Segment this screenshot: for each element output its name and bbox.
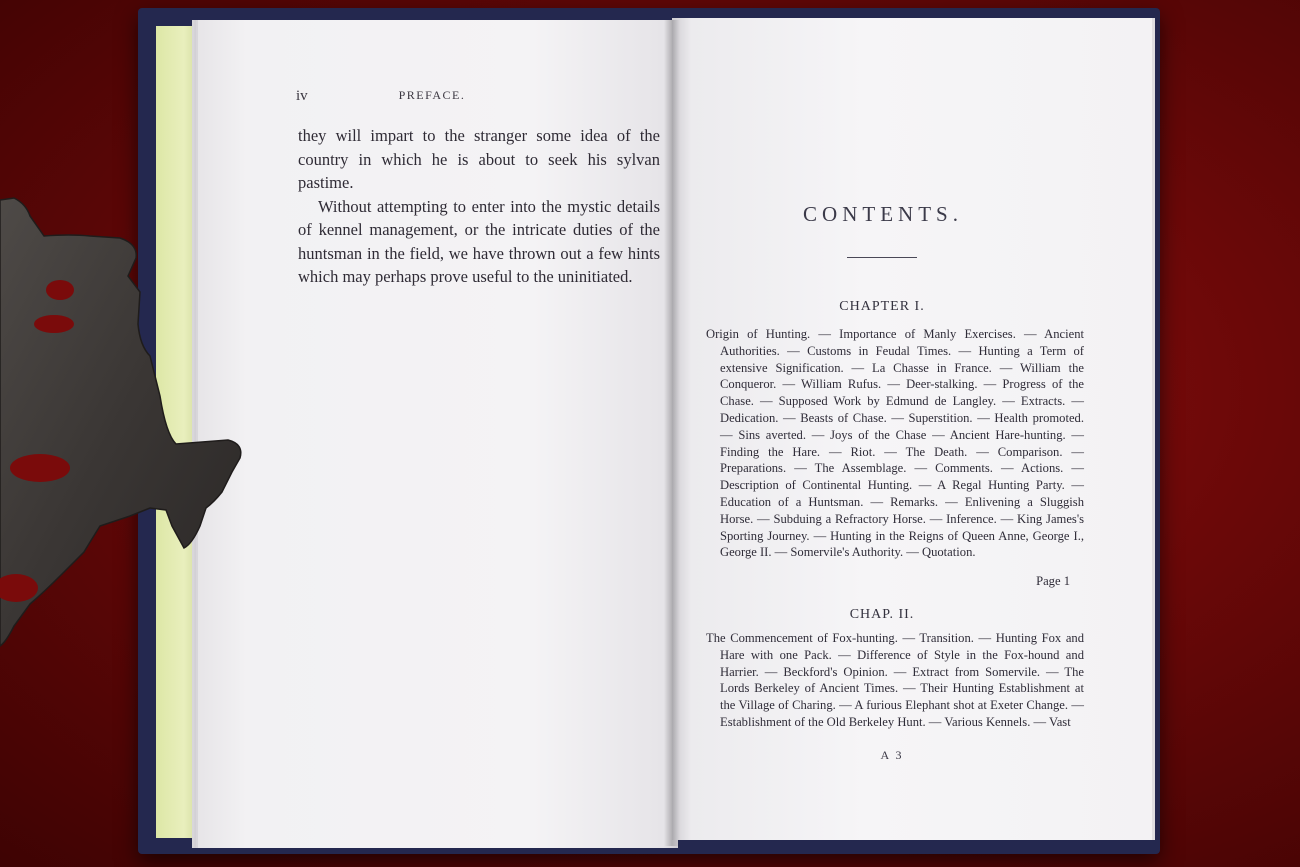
preface-text bbox=[298, 124, 660, 289]
chapter-synopsis: Origin of Hunting. — Importance of Manly Exercises. — Ancient Authorities. — Customs in Feudal Times. — Hunting a Term of extensive Signification. — La Chasse in France. — William the Conqueror. — William Rufus. — Deer-stalking. — Progress of the Chase. — Supposed Work by Edmund de Langley. — Extracts. — Dedication. — Beasts of Chase. — Superstition. — Health promoted. — Sins averted. — Joys of the Chase — Ancient Hare-hunting. — Finding the Hare. — Riot. — The Death. — Comparison. — Preparations. — The Assemblage. — Comments. — Actions. — Description of Continental Hunting. — A Regal Hunting Party. — Education of a Huntsman. — Remarks. — Enlivening a Sluggish Horse. — Subduing a Refractory Horse. — Inference. — King James's Sporting Journey. — Hunting in the Reigns of Queen Anne, George I., George II. — Somervile's Authority. — Quotation. bbox=[706, 327, 1084, 560]
page-number: iv bbox=[296, 88, 308, 104]
contents-heading: CONTENTS. bbox=[803, 202, 963, 226]
preface-paragraph: they will impart to the stranger some idea of the country in which he is about to seek his sylvan pastime. bbox=[298, 126, 660, 192]
preface-paragraph: Without attempting to enter into the mystic details of kennel management, or the intricate duties of the huntsman in the field, we have thrown out a few hints which may perhaps prove useful to the uninitiated. bbox=[298, 196, 660, 286]
chapter-title: CHAPTER I. bbox=[839, 299, 925, 314]
page-reference: Page 1 bbox=[1036, 574, 1070, 588]
heading-rule bbox=[847, 257, 917, 258]
chapter-synopsis: The Commencement of Fox-hunting. — Transition. — Hunting Fox and Hare with one Pack. — Difference of Style in the Fox-hound and Harrier. — Beckford's Opinion. — Extract from Somervile. — The Lords Berkeley of Ancient Times. — Their Hunting Establishment at the Village of Charing. — A furious Elephant shot at Exeter Change. — Establishment of the Old Berkeley Hunt. — Various Kennels. — Vast bbox=[706, 631, 1084, 729]
running-title: PREFACE. bbox=[398, 88, 466, 102]
running-head bbox=[296, 88, 658, 106]
signature-mark: A 3 bbox=[880, 748, 904, 762]
book-gutter bbox=[664, 20, 680, 846]
chapter-title: CHAP. II. bbox=[849, 607, 915, 622]
metal-bookmark bbox=[0, 196, 260, 656]
